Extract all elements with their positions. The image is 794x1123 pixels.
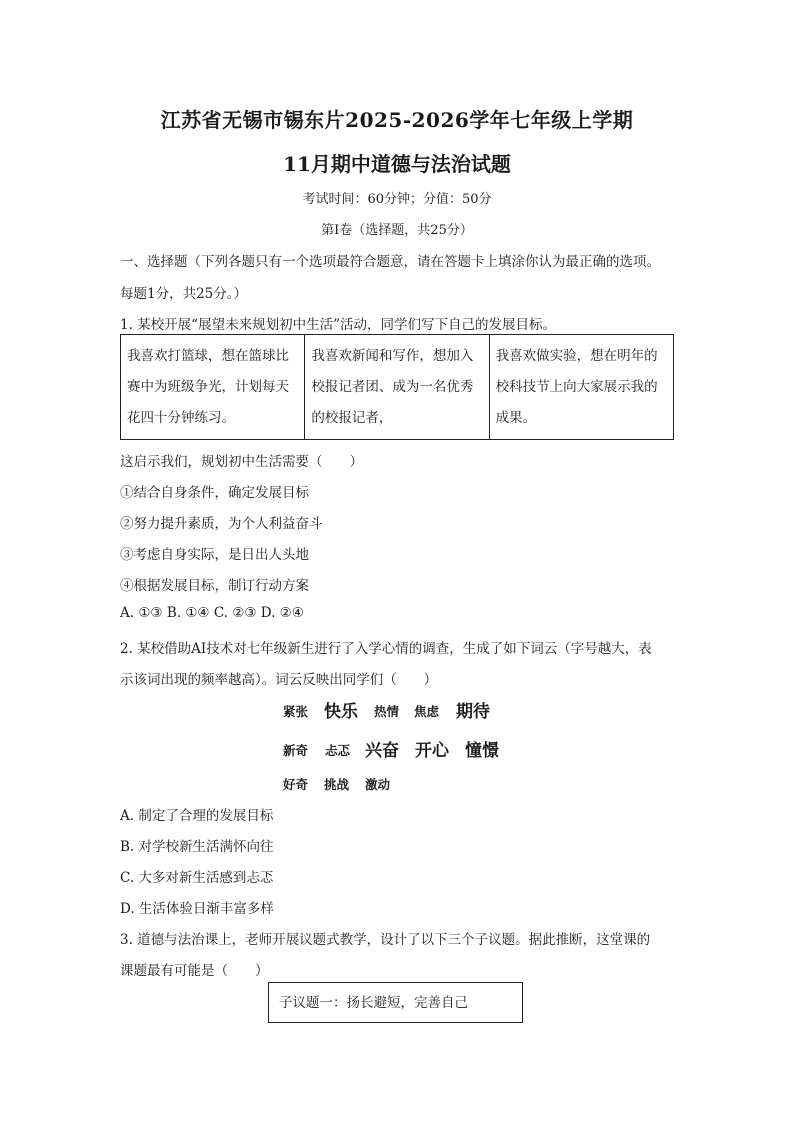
instructions-line1: 一、选择题（下列各题只有一个选项最符合题意，请在答题卡上填涂你认为最正确的选项。: [120, 254, 660, 270]
table-cell: 我喜欢打篮球，想在篮球比赛中为班级争光，计划每天花四十分钟练习。: [121, 335, 305, 440]
instructions-line2: 每题1分，共25分。）: [120, 286, 248, 302]
q1-statement-4: ④根据发展目标，制订行动方案: [120, 578, 309, 594]
q3-sub-topic-1: 子议题一：扬长避短，完善自己: [279, 995, 468, 1011]
q1-statement-2: ②努力提升素质，为个人利益奋斗: [120, 516, 323, 532]
q2-stem-line1: 2. 某校借助AI技术对七年级新生进行了入学心情的调查，生成了如下词云（字号越大，表: [120, 641, 652, 657]
cloud-word: 期待: [456, 702, 490, 722]
table-cell: 我喜欢新闻和写作，想加入校报记者团、成为一名优秀的校报记者，: [305, 335, 489, 440]
q1-question: 这启示我们，规划初中生活需要（ ）: [120, 454, 363, 470]
document-title-line1: 江苏省无锡市锡东片2025-2026学年七年级上学期: [160, 108, 634, 132]
q1-options: A. ①③ B. ①④ C. ②③ D. ②④: [120, 605, 304, 621]
q1-stem: 1. 某校开展“展望未来规划初中生活”活动，同学们写下自己的发展目标。: [120, 317, 556, 333]
cloud-word: 激动: [365, 777, 391, 792]
cloud-word: 忐忑: [325, 743, 351, 758]
q2-option-a: A. 制定了合理的发展目标: [120, 808, 274, 824]
q1-statement-1: ①结合自身条件，确定发展目标: [120, 485, 309, 501]
q1-goals-table: [120, 334, 674, 440]
table-row: [121, 335, 674, 440]
q2-option-c: C. 大多对新生活感到忐忑: [120, 870, 274, 886]
q2-stem-line2: 示该词出现的频率越高）。词云反映出同学们（ ）: [120, 672, 438, 688]
cloud-word: 好奇: [283, 777, 309, 792]
q2-option-b: B. 对学校新生活满怀向往: [120, 839, 274, 855]
q3-stem-line1: 3. 道德与法治课上，老师开展议题式教学，设计了以下三个子议题。据此推断，这堂课的: [120, 932, 651, 948]
cloud-word: 焦虑: [414, 704, 440, 719]
cloud-word: 快乐: [324, 702, 358, 722]
q3-sub-topic-box: [268, 982, 523, 1023]
exam-info: 考试时间：60分钟；分值：50分: [302, 192, 492, 207]
cloud-word: 兴奋: [365, 741, 399, 761]
cloud-word: 紧张: [283, 704, 309, 719]
q1-statement-3: ③考虑自身实际，是日出人头地: [120, 547, 309, 563]
cloud-word: 新奇: [283, 743, 309, 758]
document-title-line2: 11月期中道德与法治试题: [283, 152, 511, 176]
cloud-word: 热情: [374, 704, 400, 719]
q3-stem-line2: 课题最有可能是（ ）: [120, 963, 269, 979]
cloud-word: 憧憬: [465, 741, 499, 761]
volume-heading: 第Ⅰ卷（选择题，共25分）: [321, 223, 473, 238]
cloud-word: 开心: [415, 741, 449, 761]
q2-option-d: D. 生活体验日渐丰富多样: [120, 901, 274, 917]
table-cell: 我喜欢做实验，想在明年的校科技节上向大家展示我的成果。: [489, 335, 673, 440]
cloud-word: 挑战: [324, 777, 350, 792]
